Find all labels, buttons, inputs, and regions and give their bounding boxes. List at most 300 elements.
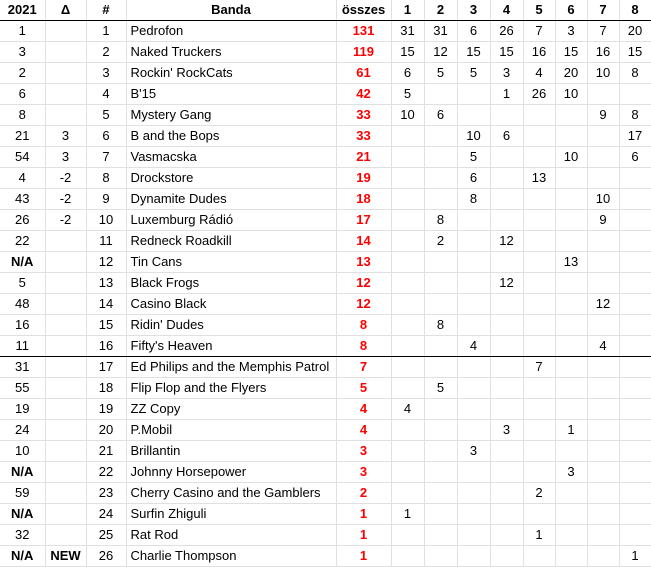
cell-r8[interactable] (619, 504, 651, 525)
cell-rank[interactable]: 7 (86, 147, 126, 168)
cell-r4[interactable]: 12 (490, 273, 523, 294)
cell-prev-2021[interactable]: 32 (0, 525, 45, 546)
cell-r2[interactable]: 2 (424, 231, 457, 252)
cell-rank[interactable]: 22 (86, 462, 126, 483)
cell-delta[interactable] (45, 420, 86, 441)
cell-r7[interactable] (587, 441, 619, 462)
cell-delta[interactable] (45, 357, 86, 378)
cell-prev-2021[interactable]: 4 (0, 168, 45, 189)
cell-delta[interactable] (45, 483, 86, 504)
cell-delta[interactable] (45, 462, 86, 483)
cell-r1[interactable]: 1 (391, 504, 424, 525)
cell-r2[interactable] (424, 357, 457, 378)
cell-delta[interactable]: -2 (45, 189, 86, 210)
cell-r2[interactable]: 31 (424, 21, 457, 42)
cell-r3[interactable]: 4 (457, 336, 490, 357)
cell-r3[interactable] (457, 399, 490, 420)
cell-r8[interactable] (619, 189, 651, 210)
cell-prev-2021[interactable]: 26 (0, 210, 45, 231)
cell-total[interactable]: 4 (336, 420, 391, 441)
cell-r4[interactable]: 12 (490, 231, 523, 252)
cell-r6[interactable] (555, 378, 587, 399)
cell-r7[interactable] (587, 483, 619, 504)
cell-total[interactable]: 33 (336, 126, 391, 147)
cell-rank[interactable]: 3 (86, 63, 126, 84)
cell-r6[interactable]: 20 (555, 63, 587, 84)
cell-r4[interactable] (490, 462, 523, 483)
cell-delta[interactable] (45, 63, 86, 84)
cell-prev-2021[interactable]: 10 (0, 441, 45, 462)
cell-r1[interactable]: 31 (391, 21, 424, 42)
cell-r3[interactable]: 5 (457, 63, 490, 84)
cell-rank[interactable]: 24 (86, 504, 126, 525)
cell-total[interactable]: 7 (336, 357, 391, 378)
cell-prev-2021[interactable]: N/A (0, 252, 45, 273)
cell-r5[interactable] (523, 420, 555, 441)
cell-total[interactable]: 4 (336, 399, 391, 420)
cell-r8[interactable] (619, 420, 651, 441)
cell-rank[interactable]: 17 (86, 357, 126, 378)
cell-r5[interactable] (523, 126, 555, 147)
cell-r7[interactable]: 7 (587, 21, 619, 42)
cell-r4[interactable] (490, 357, 523, 378)
cell-rank[interactable]: 2 (86, 42, 126, 63)
cell-total[interactable]: 131 (336, 21, 391, 42)
cell-r2[interactable] (424, 336, 457, 357)
cell-rank[interactable]: 13 (86, 273, 126, 294)
cell-r7[interactable] (587, 420, 619, 441)
cell-r6[interactable] (555, 504, 587, 525)
cell-total[interactable]: 17 (336, 210, 391, 231)
cell-rank[interactable]: 6 (86, 126, 126, 147)
cell-r7[interactable] (587, 504, 619, 525)
cell-total[interactable]: 1 (336, 525, 391, 546)
cell-r3[interactable] (457, 315, 490, 336)
cell-banda[interactable]: Dynamite Dudes (126, 189, 336, 210)
cell-r5[interactable]: 16 (523, 42, 555, 63)
cell-r5[interactable] (523, 105, 555, 126)
cell-r4[interactable] (490, 189, 523, 210)
cell-r7[interactable]: 9 (587, 210, 619, 231)
cell-r8[interactable]: 6 (619, 147, 651, 168)
cell-rank[interactable]: 8 (86, 168, 126, 189)
cell-rank[interactable]: 4 (86, 84, 126, 105)
cell-r5[interactable]: 7 (523, 357, 555, 378)
cell-r3[interactable] (457, 378, 490, 399)
cell-r1[interactable]: 5 (391, 84, 424, 105)
col-header-rank[interactable]: # (86, 0, 126, 21)
cell-r2[interactable] (424, 189, 457, 210)
cell-r1[interactable] (391, 231, 424, 252)
cell-r5[interactable] (523, 546, 555, 567)
cell-r6[interactable]: 3 (555, 462, 587, 483)
cell-r4[interactable] (490, 441, 523, 462)
cell-r8[interactable]: 8 (619, 105, 651, 126)
cell-r2[interactable] (424, 420, 457, 441)
cell-banda[interactable]: Flip Flop and the Flyers (126, 378, 336, 399)
cell-r4[interactable]: 3 (490, 420, 523, 441)
cell-r1[interactable] (391, 441, 424, 462)
cell-r4[interactable]: 3 (490, 63, 523, 84)
cell-prev-2021[interactable]: 24 (0, 420, 45, 441)
cell-r2[interactable] (424, 399, 457, 420)
cell-r2[interactable]: 12 (424, 42, 457, 63)
cell-r4[interactable] (490, 525, 523, 546)
cell-total[interactable]: 33 (336, 105, 391, 126)
cell-prev-2021[interactable]: 19 (0, 399, 45, 420)
cell-r2[interactable] (424, 294, 457, 315)
cell-r8[interactable] (619, 252, 651, 273)
cell-r4[interactable]: 1 (490, 84, 523, 105)
cell-prev-2021[interactable]: 1 (0, 21, 45, 42)
cell-delta[interactable]: 3 (45, 126, 86, 147)
cell-r7[interactable]: 10 (587, 63, 619, 84)
cell-r4[interactable] (490, 315, 523, 336)
cell-r5[interactable] (523, 336, 555, 357)
cell-prev-2021[interactable]: 2 (0, 63, 45, 84)
cell-r1[interactable] (391, 546, 424, 567)
cell-rank[interactable]: 20 (86, 420, 126, 441)
cell-r8[interactable]: 15 (619, 42, 651, 63)
cell-prev-2021[interactable]: 21 (0, 126, 45, 147)
cell-r7[interactable] (587, 252, 619, 273)
cell-r8[interactable] (619, 462, 651, 483)
cell-total[interactable]: 13 (336, 252, 391, 273)
cell-rank[interactable]: 25 (86, 525, 126, 546)
cell-prev-2021[interactable]: 48 (0, 294, 45, 315)
cell-rank[interactable]: 18 (86, 378, 126, 399)
cell-banda[interactable]: Charlie Thompson (126, 546, 336, 567)
cell-r1[interactable] (391, 273, 424, 294)
cell-banda[interactable]: Casino Black (126, 294, 336, 315)
cell-r4[interactable] (490, 168, 523, 189)
cell-r4[interactable] (490, 105, 523, 126)
cell-r5[interactable]: 7 (523, 21, 555, 42)
cell-prev-2021[interactable]: 8 (0, 105, 45, 126)
cell-r3[interactable] (457, 273, 490, 294)
cell-r6[interactable] (555, 168, 587, 189)
cell-r3[interactable] (457, 210, 490, 231)
cell-r4[interactable] (490, 504, 523, 525)
cell-r6[interactable] (555, 546, 587, 567)
cell-delta[interactable] (45, 336, 86, 357)
cell-r1[interactable] (391, 462, 424, 483)
cell-banda[interactable]: B and the Bops (126, 126, 336, 147)
cell-r5[interactable] (523, 210, 555, 231)
col-header-8[interactable]: 8 (619, 0, 651, 21)
col-header-banda[interactable]: Banda (126, 0, 336, 21)
cell-r8[interactable] (619, 168, 651, 189)
cell-banda[interactable]: Surfin Zhiguli (126, 504, 336, 525)
cell-r1[interactable]: 10 (391, 105, 424, 126)
cell-prev-2021[interactable]: N/A (0, 462, 45, 483)
cell-r2[interactable] (424, 147, 457, 168)
cell-r1[interactable] (391, 483, 424, 504)
cell-banda[interactable]: P.Mobil (126, 420, 336, 441)
cell-banda[interactable]: Rat Rod (126, 525, 336, 546)
cell-r1[interactable]: 15 (391, 42, 424, 63)
cell-r1[interactable]: 6 (391, 63, 424, 84)
cell-banda[interactable]: Naked Truckers (126, 42, 336, 63)
cell-total[interactable]: 12 (336, 273, 391, 294)
cell-r3[interactable] (457, 294, 490, 315)
cell-r8[interactable] (619, 210, 651, 231)
cell-r3[interactable] (457, 105, 490, 126)
cell-r8[interactable] (619, 315, 651, 336)
cell-r7[interactable]: 10 (587, 189, 619, 210)
cell-prev-2021[interactable]: 55 (0, 378, 45, 399)
cell-r2[interactable] (424, 84, 457, 105)
cell-r1[interactable] (391, 378, 424, 399)
cell-banda[interactable]: Tin Cans (126, 252, 336, 273)
cell-prev-2021[interactable]: 16 (0, 315, 45, 336)
cell-delta[interactable]: 3 (45, 147, 86, 168)
cell-r1[interactable] (391, 357, 424, 378)
cell-banda[interactable]: Luxemburg Rádió (126, 210, 336, 231)
cell-r6[interactable] (555, 210, 587, 231)
cell-delta[interactable] (45, 315, 86, 336)
cell-r7[interactable] (587, 168, 619, 189)
cell-r5[interactable] (523, 273, 555, 294)
cell-rank[interactable]: 19 (86, 399, 126, 420)
cell-r3[interactable] (457, 462, 490, 483)
cell-r3[interactable]: 15 (457, 42, 490, 63)
cell-r4[interactable] (490, 399, 523, 420)
cell-total[interactable]: 3 (336, 462, 391, 483)
cell-r3[interactable] (457, 84, 490, 105)
cell-total[interactable]: 2 (336, 483, 391, 504)
cell-delta[interactable] (45, 294, 86, 315)
cell-r2[interactable] (424, 525, 457, 546)
cell-r6[interactable] (555, 126, 587, 147)
cell-total[interactable]: 5 (336, 378, 391, 399)
cell-r5[interactable]: 13 (523, 168, 555, 189)
cell-r4[interactable] (490, 483, 523, 504)
cell-r8[interactable] (619, 357, 651, 378)
cell-r6[interactable]: 3 (555, 21, 587, 42)
cell-prev-2021[interactable]: 22 (0, 231, 45, 252)
cell-rank[interactable]: 10 (86, 210, 126, 231)
cell-r3[interactable]: 6 (457, 168, 490, 189)
cell-r8[interactable] (619, 525, 651, 546)
cell-r2[interactable] (424, 483, 457, 504)
cell-total[interactable]: 18 (336, 189, 391, 210)
col-header-2[interactable]: 2 (424, 0, 457, 21)
cell-r1[interactable] (391, 252, 424, 273)
cell-prev-2021[interactable]: N/A (0, 504, 45, 525)
cell-r5[interactable] (523, 147, 555, 168)
cell-r8[interactable] (619, 273, 651, 294)
cell-total[interactable]: 14 (336, 231, 391, 252)
cell-r3[interactable] (457, 504, 490, 525)
cell-r3[interactable]: 6 (457, 21, 490, 42)
cell-r3[interactable]: 5 (457, 147, 490, 168)
cell-r5[interactable]: 4 (523, 63, 555, 84)
cell-r7[interactable] (587, 231, 619, 252)
cell-delta[interactable] (45, 42, 86, 63)
cell-r6[interactable] (555, 525, 587, 546)
cell-banda[interactable]: Redneck Roadkill (126, 231, 336, 252)
cell-r2[interactable] (424, 462, 457, 483)
cell-r7[interactable] (587, 84, 619, 105)
cell-r3[interactable] (457, 252, 490, 273)
cell-r6[interactable] (555, 441, 587, 462)
cell-r6[interactable] (555, 294, 587, 315)
cell-r5[interactable] (523, 378, 555, 399)
cell-r8[interactable]: 20 (619, 21, 651, 42)
cell-r2[interactable]: 5 (424, 378, 457, 399)
cell-banda[interactable]: Pedrofon (126, 21, 336, 42)
cell-r1[interactable] (391, 126, 424, 147)
cell-banda[interactable]: ZZ Copy (126, 399, 336, 420)
cell-banda[interactable]: Fifty's Heaven (126, 336, 336, 357)
cell-delta[interactable] (45, 399, 86, 420)
cell-prev-2021[interactable]: 54 (0, 147, 45, 168)
cell-r7[interactable] (587, 546, 619, 567)
cell-r3[interactable]: 3 (457, 441, 490, 462)
cell-r2[interactable]: 8 (424, 315, 457, 336)
cell-banda[interactable]: Brillantin (126, 441, 336, 462)
cell-delta[interactable]: NEW (45, 546, 86, 567)
cell-r8[interactable]: 1 (619, 546, 651, 567)
cell-r8[interactable] (619, 336, 651, 357)
col-header-5[interactable]: 5 (523, 0, 555, 21)
cell-r6[interactable]: 10 (555, 147, 587, 168)
cell-r4[interactable] (490, 252, 523, 273)
cell-r6[interactable] (555, 357, 587, 378)
cell-total[interactable]: 61 (336, 63, 391, 84)
cell-banda[interactable]: Cherry Casino and the Gamblers (126, 483, 336, 504)
cell-r5[interactable] (523, 294, 555, 315)
cell-r4[interactable] (490, 546, 523, 567)
cell-r7[interactable]: 12 (587, 294, 619, 315)
cell-r7[interactable] (587, 273, 619, 294)
cell-r5[interactable] (523, 504, 555, 525)
cell-delta[interactable] (45, 504, 86, 525)
cell-r7[interactable] (587, 357, 619, 378)
cell-r2[interactable] (424, 441, 457, 462)
cell-r8[interactable] (619, 231, 651, 252)
cell-r1[interactable] (391, 525, 424, 546)
cell-r5[interactable]: 1 (523, 525, 555, 546)
cell-r4[interactable] (490, 378, 523, 399)
cell-r6[interactable] (555, 189, 587, 210)
cell-r6[interactable]: 1 (555, 420, 587, 441)
cell-delta[interactable] (45, 105, 86, 126)
cell-r6[interactable]: 15 (555, 42, 587, 63)
cell-r5[interactable]: 26 (523, 84, 555, 105)
cell-total[interactable]: 3 (336, 441, 391, 462)
cell-r1[interactable] (391, 294, 424, 315)
col-header-3[interactable]: 3 (457, 0, 490, 21)
cell-r4[interactable] (490, 336, 523, 357)
cell-r6[interactable] (555, 231, 587, 252)
cell-r5[interactable] (523, 462, 555, 483)
cell-r3[interactable] (457, 357, 490, 378)
cell-r5[interactable] (523, 441, 555, 462)
cell-r7[interactable]: 9 (587, 105, 619, 126)
cell-r2[interactable] (424, 126, 457, 147)
cell-r6[interactable]: 13 (555, 252, 587, 273)
cell-banda[interactable]: B'15 (126, 84, 336, 105)
cell-banda[interactable]: Mystery Gang (126, 105, 336, 126)
cell-r3[interactable]: 10 (457, 126, 490, 147)
cell-r6[interactable] (555, 273, 587, 294)
cell-r8[interactable] (619, 294, 651, 315)
cell-delta[interactable] (45, 252, 86, 273)
cell-r7[interactable] (587, 315, 619, 336)
cell-rank[interactable]: 23 (86, 483, 126, 504)
cell-delta[interactable] (45, 231, 86, 252)
cell-r7[interactable] (587, 462, 619, 483)
cell-delta[interactable] (45, 525, 86, 546)
cell-banda[interactable]: Rockin' RockCats (126, 63, 336, 84)
cell-rank[interactable]: 5 (86, 105, 126, 126)
cell-r8[interactable] (619, 441, 651, 462)
cell-banda[interactable]: Ridin' Dudes (126, 315, 336, 336)
cell-prev-2021[interactable]: 5 (0, 273, 45, 294)
cell-r2[interactable] (424, 504, 457, 525)
cell-r7[interactable] (587, 378, 619, 399)
cell-r2[interactable] (424, 546, 457, 567)
cell-r3[interactable] (457, 546, 490, 567)
cell-r8[interactable] (619, 378, 651, 399)
cell-r3[interactable] (457, 420, 490, 441)
cell-r1[interactable] (391, 168, 424, 189)
cell-banda[interactable]: Vasmacska (126, 147, 336, 168)
cell-total[interactable]: 8 (336, 336, 391, 357)
cell-r5[interactable] (523, 231, 555, 252)
cell-r4[interactable]: 6 (490, 126, 523, 147)
cell-r1[interactable] (391, 210, 424, 231)
cell-r3[interactable] (457, 525, 490, 546)
cell-r2[interactable]: 6 (424, 105, 457, 126)
cell-r5[interactable] (523, 252, 555, 273)
cell-prev-2021[interactable]: 43 (0, 189, 45, 210)
cell-r7[interactable] (587, 525, 619, 546)
cell-r1[interactable] (391, 189, 424, 210)
cell-r7[interactable] (587, 126, 619, 147)
cell-banda[interactable]: Ed Philips and the Memphis Patrol (126, 357, 336, 378)
cell-r7[interactable]: 16 (587, 42, 619, 63)
cell-r6[interactable]: 10 (555, 84, 587, 105)
cell-rank[interactable]: 1 (86, 21, 126, 42)
cell-total[interactable]: 42 (336, 84, 391, 105)
cell-r8[interactable]: 17 (619, 126, 651, 147)
cell-r4[interactable] (490, 147, 523, 168)
cell-prev-2021[interactable]: N/A (0, 546, 45, 567)
col-header-total[interactable]: összes (336, 0, 391, 21)
cell-r1[interactable] (391, 147, 424, 168)
cell-prev-2021[interactable]: 3 (0, 42, 45, 63)
cell-rank[interactable]: 15 (86, 315, 126, 336)
cell-r4[interactable]: 15 (490, 42, 523, 63)
cell-r6[interactable] (555, 483, 587, 504)
cell-r3[interactable] (457, 231, 490, 252)
cell-banda[interactable]: Drockstore (126, 168, 336, 189)
cell-rank[interactable]: 16 (86, 336, 126, 357)
cell-r2[interactable]: 8 (424, 210, 457, 231)
cell-delta[interactable]: -2 (45, 210, 86, 231)
cell-prev-2021[interactable]: 11 (0, 336, 45, 357)
cell-r8[interactable] (619, 399, 651, 420)
cell-r5[interactable]: 2 (523, 483, 555, 504)
cell-total[interactable]: 8 (336, 315, 391, 336)
cell-rank[interactable]: 21 (86, 441, 126, 462)
col-header-6[interactable]: 6 (555, 0, 587, 21)
cell-rank[interactable]: 26 (86, 546, 126, 567)
cell-delta[interactable] (45, 378, 86, 399)
